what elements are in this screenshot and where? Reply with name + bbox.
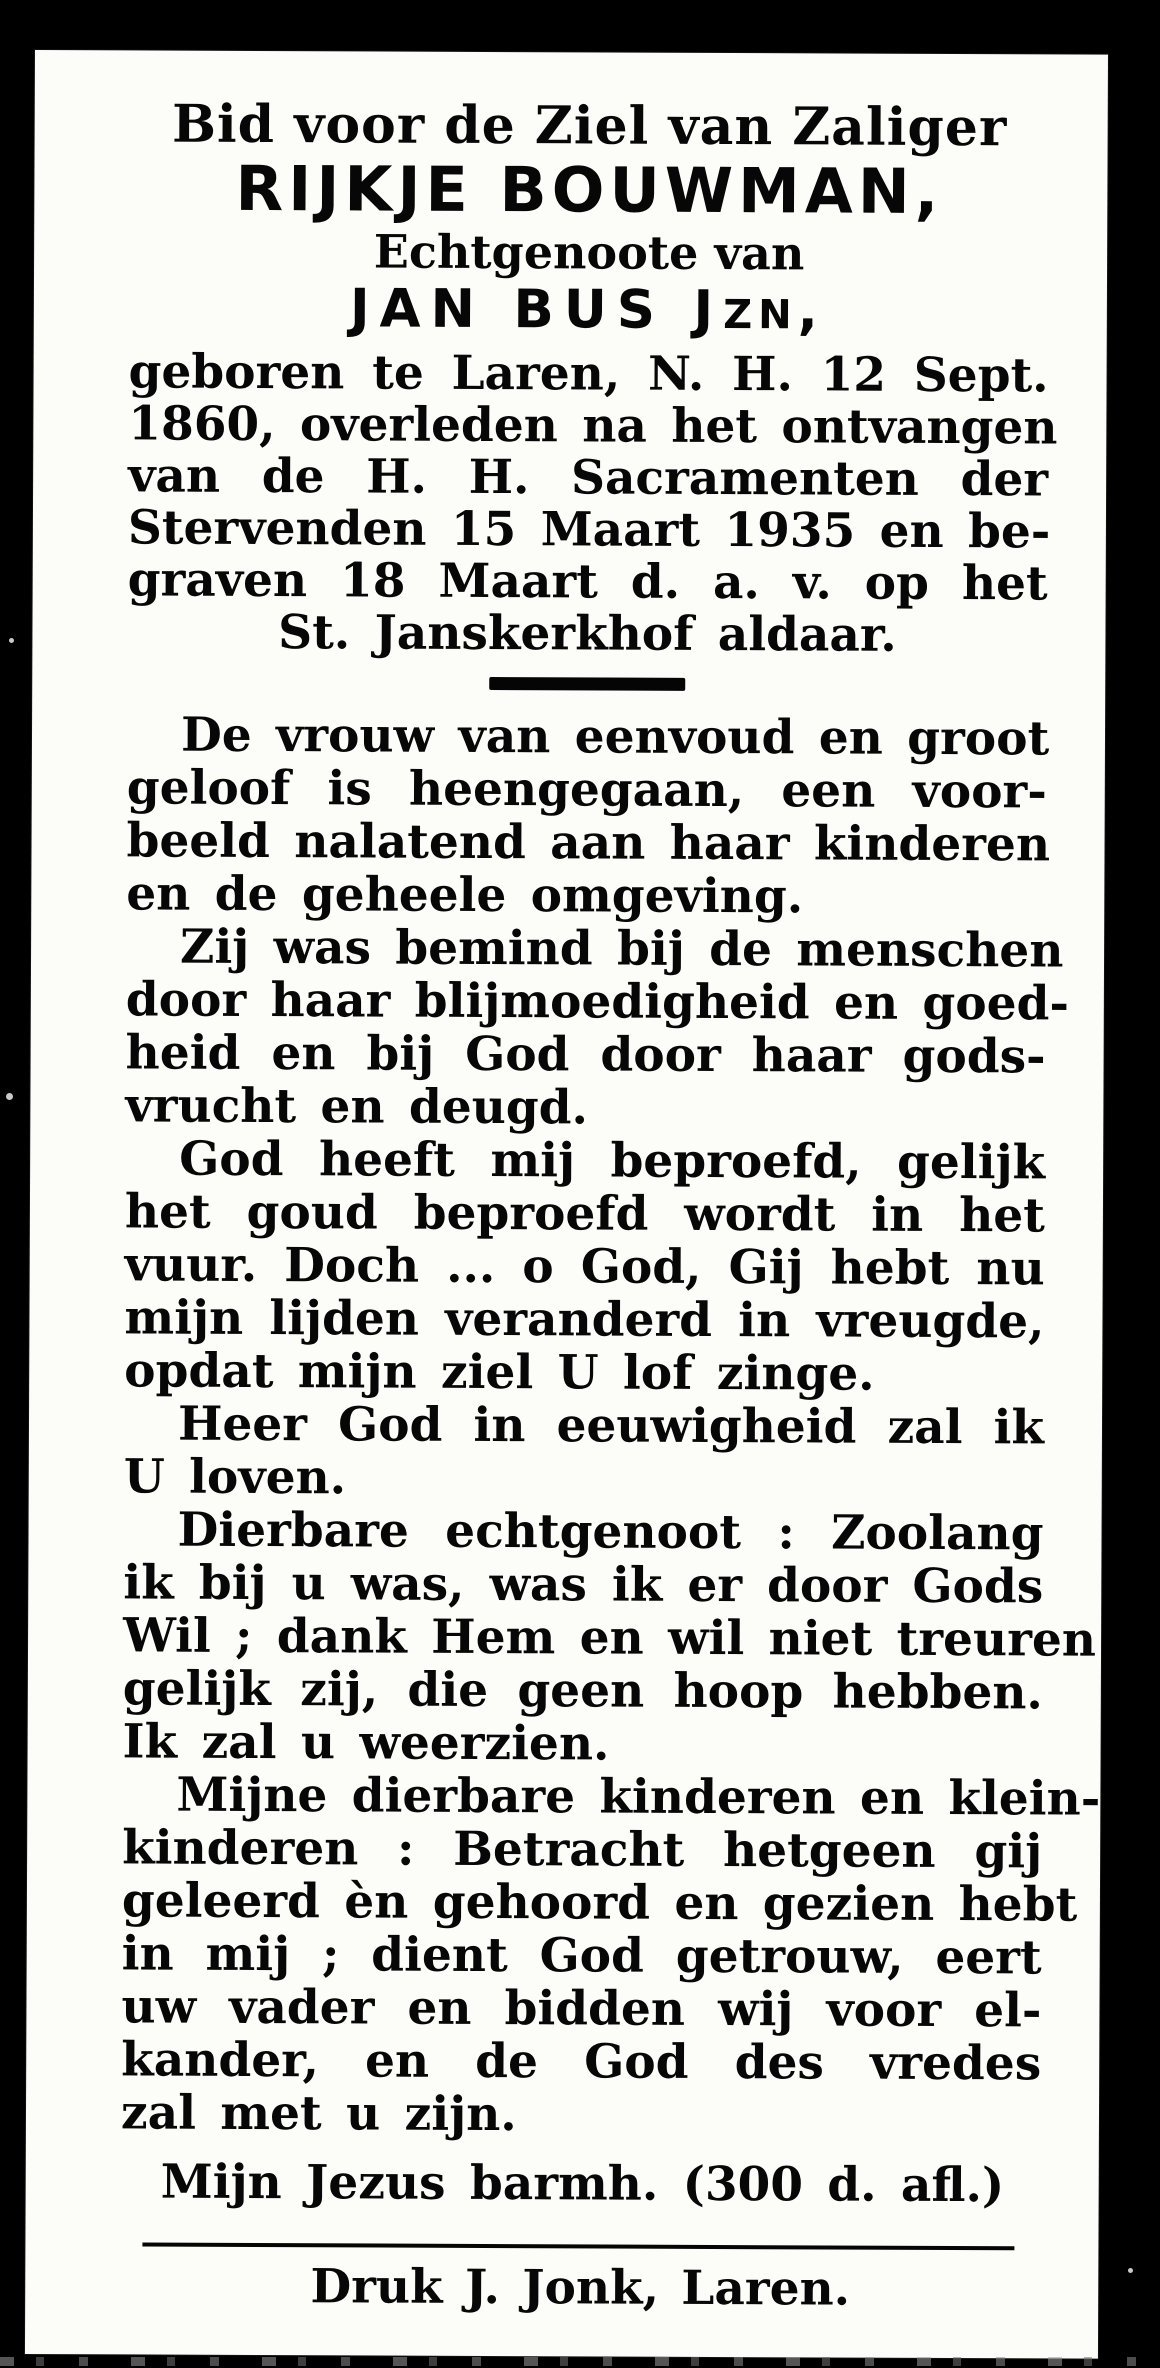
body-line: heid en bij God door haar gods- [125, 1025, 1046, 1085]
body-line: ik bij u was, was ik er door Gods [123, 1555, 1044, 1615]
scan-noise-strip [0, 2357, 1160, 2366]
paragraph [125, 919, 1070, 1136]
body-line: geloof is heengegaan, een voor- [126, 760, 1047, 820]
paragraph [120, 1767, 1101, 2143]
vitals-line: St. Janskerkhof aldaar. [278, 605, 897, 663]
body-line: en de geheele omgeving. [126, 866, 804, 925]
card-header [129, 94, 1050, 346]
paragraph [124, 1397, 1044, 1507]
vitals-line: geboren te Laren, N. H. 12 Sept. [128, 344, 1049, 404]
vitals-line: graven 18 Maart d. a. v. op het [127, 552, 1048, 612]
body-line: Ik zal u weerzien. [122, 1714, 610, 1772]
body-line: vuur. Doch ... o God, Gij hebt nu [124, 1237, 1045, 1297]
body-line: gelijk zij, die geen hoop hebben. [122, 1661, 1043, 1721]
scan-speck [6, 1093, 13, 1100]
relation-label: Echtgenoote van [373, 224, 805, 281]
body-line: kinderen : Betracht hetgeen gij [122, 1820, 1043, 1880]
printer-imprint: Druk J. Jonk, Laren. [310, 2259, 851, 2317]
vitals-line: Stervenden 15 Maart 1935 en be- [127, 500, 1051, 560]
prayer-indulgence-line: Mijn Jezus barmh. (300 d. afl.) [160, 2154, 1005, 2214]
body-line: geleerd èn gehoord en gezien hebt [121, 1873, 1078, 1933]
paragraph [124, 1132, 1045, 1401]
vitals-line: van de H. H. Sacramenten der [128, 448, 1049, 508]
paragraph [122, 1502, 1097, 1772]
section-divider-bar [489, 677, 685, 691]
body-line: God heeft mij beproefd, gelijk [179, 1131, 1046, 1191]
body-line: vrucht en deugd. [125, 1078, 589, 1136]
body-line: Zij was bemind bij de menschen [179, 919, 1064, 979]
footer-rule [142, 2242, 1014, 2250]
spouse-name-comma: , [797, 280, 828, 342]
body-line: het goud beproefd wordt in het [124, 1184, 1046, 1244]
paragraph [126, 707, 1051, 925]
vitals-line: 1860, overleden na het ontvangen [128, 396, 1058, 456]
invocation-line: Bid voor de Ziel van Zaliger [171, 93, 1008, 159]
body-line: mijn lijden veranderd in vreugde, [124, 1290, 1045, 1350]
body-line: zal met u zijn. [120, 2085, 517, 2143]
spouse-name-main: JAN BUS J [349, 278, 724, 342]
vitals-block [127, 344, 1058, 663]
body-line: De vrouw van eenvoud en groot [180, 707, 1050, 767]
body-line: U loven. [123, 1449, 347, 1506]
body-line: beeld nalatend aan haar kinderen [126, 813, 1051, 873]
body-line: uw vader en bidden wij voor el- [121, 1979, 1042, 2039]
body-line: kander, en de God des vredes [121, 2032, 1042, 2092]
body-line: Dierbare echtgenoot : Zoolang [177, 1502, 1044, 1562]
spouse-name-smallcaps: ZN [723, 292, 798, 339]
body-line: in mij ; dient God getrouw, eert [121, 1926, 1042, 1986]
scan-speck [9, 638, 14, 643]
body-line: Wil ; dank Hem en wil niet treuren [122, 1608, 1097, 1668]
deceased-name: RIJKJE BOUWMAN, [235, 151, 944, 228]
scan-speck [1128, 2268, 1133, 2273]
body-line: Heer God in eeuwigheid zal ik [177, 1396, 1045, 1456]
memorial-text [120, 707, 1101, 2214]
spouse-name [129, 278, 1049, 346]
body-line: Mijne dierbare kinderen en klein- [176, 1767, 1101, 1827]
body-line: door haar blijmoedigheid en goed- [125, 972, 1070, 1032]
memorial-card [25, 50, 1108, 2359]
body-line: opdat mijn ziel U lof zinge. [124, 1343, 875, 1402]
